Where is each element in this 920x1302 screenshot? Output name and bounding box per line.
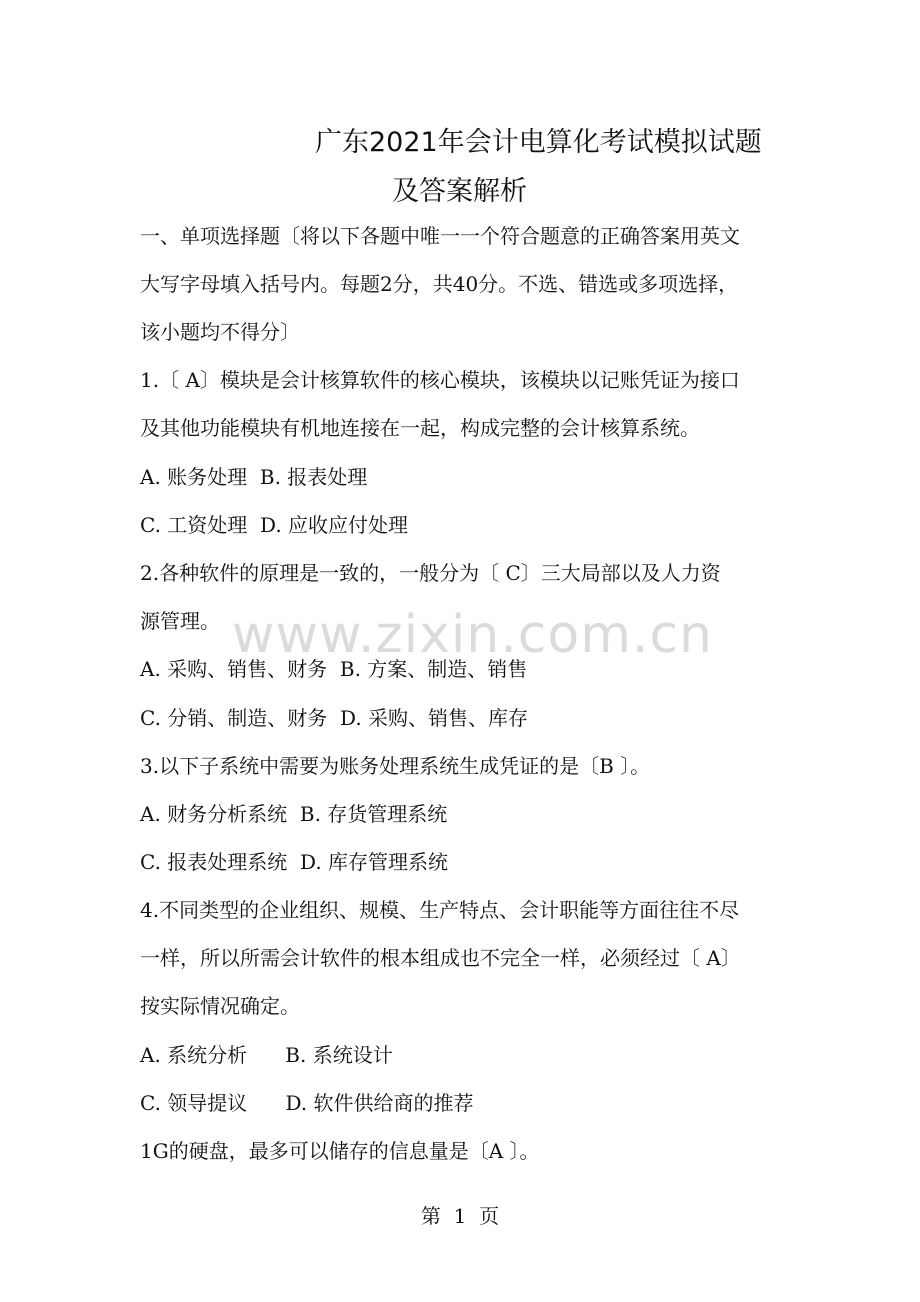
question-4-options: C. 领导提议 D. 软件供给商的推荐 [140, 1091, 474, 1115]
question-1-options: A. 账务处理 B. 报表处理 [140, 465, 368, 489]
question-4-text: 按实际情况确定。 [140, 994, 300, 1018]
question-3-options: A. 财务分析系统 B. 存货管理系统 [140, 802, 448, 826]
page-number: 第 1 页 [420, 1204, 500, 1228]
question-4-text: 一样，所以所需会计软件的根本组成也不完全一样，必须经过〔 A〕 [140, 946, 741, 970]
question-2-text: 2.各种软件的原理是一致的，一般分为〔 C〕三大局部以及人力资 [140, 561, 721, 585]
question-5-text: 1G的硬盘，最多可以储存的信息量是〔A 〕。 [140, 1139, 540, 1163]
question-2-text: 源管理。 [140, 609, 220, 633]
section-heading: 一、单项选择题〔将以下各题中唯一一个符合题意的正确答案用英文 [140, 224, 740, 248]
question-3-options: C. 报表处理系统 D. 库存管理系统 [140, 850, 449, 874]
instruction-text: 该小题均不得分〕 [140, 320, 300, 344]
question-2-options: A. 采购、销售、财务 B. 方案、制造、销售 [140, 657, 528, 681]
question-4-options: A. 系统分析 B. 系统设计 [140, 1043, 393, 1067]
question-1-options: C. 工资处理 D. 应收应付处理 [140, 513, 409, 537]
document-title-line-1: 广东2021年会计电算化考试模拟试题 [315, 127, 762, 158]
document-title-line-2: 及答案解析 [392, 176, 527, 207]
question-3-text: 3.以下子系统中需要为账务处理系统生成凭证的是〔B 〕。 [140, 754, 651, 778]
question-2-options: C. 分销、制造、财务 D. 采购、销售、库存 [140, 706, 529, 730]
watermark: www.zixin.com.cn [232, 605, 713, 665]
instruction-text: 大写字母填入括号内。每题2分，共40分。不选、错选或多项选择， [140, 272, 739, 296]
question-4-text: 4.不同类型的企业组织、规模、生产特点、会计职能等方面往往不尽 [140, 898, 740, 922]
question-1-text: 及其他功能模块有机地连接在一起，构成完整的会计核算系统。 [140, 416, 700, 440]
question-1-text: 1.〔 A〕模块是会计核算软件的核心模块，该模块以记账凭证为接口 [140, 368, 740, 392]
